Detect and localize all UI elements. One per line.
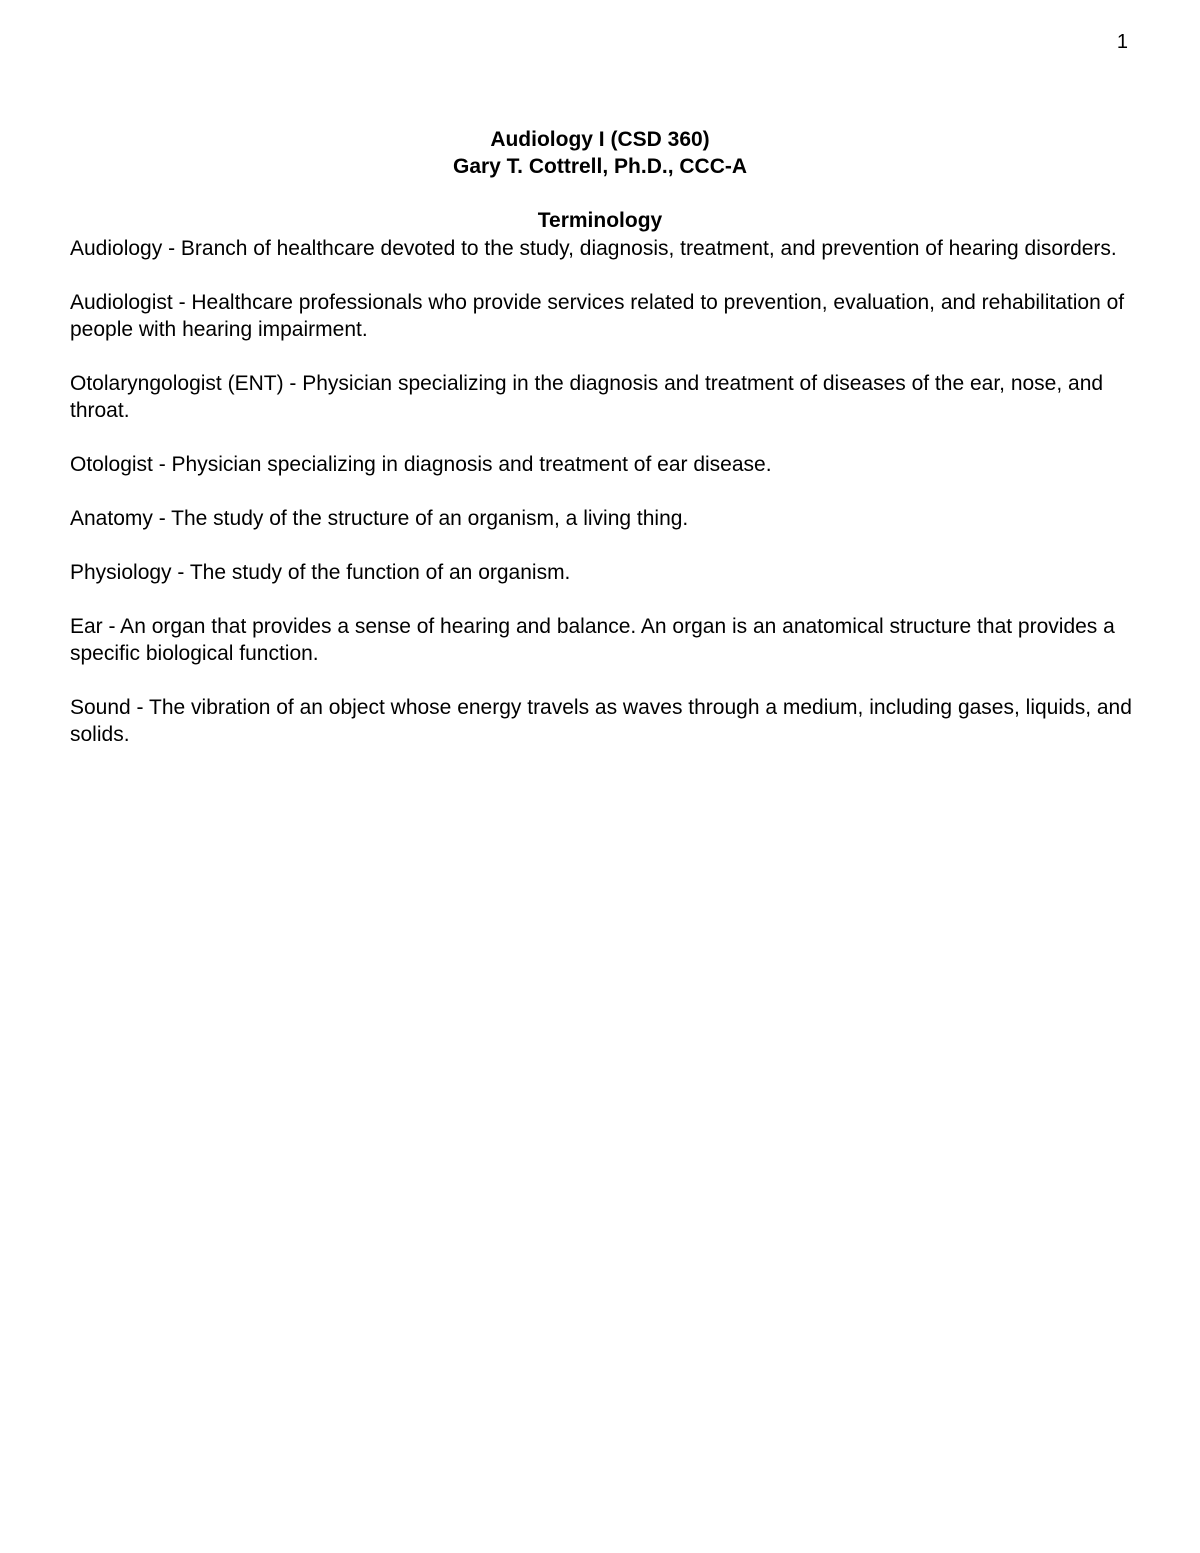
document-header (0, 126, 1200, 180)
term-sound: Sound - The vibration of an object whose energy travels as waves through a medium, including gases, liquids, and solids. (70, 696, 1132, 746)
term-ear: Ear - An organ that provides a sense of hearing and balance. An organ is an anatomical structure that provides a specific biological function. (70, 615, 1115, 665)
term-audiologist: Audiologist - Healthcare professionals who provide services related to prevention, evaluation, and rehabilitation of people with hearing impairment. (70, 291, 1125, 341)
term-audiology: Audiology - Branch of healthcare devoted to the study, diagnosis, treatment, and prevention of hearing disorders. (70, 237, 1117, 260)
course-title: Audiology I (CSD 360) (490, 128, 710, 151)
page-number: 1 (1116, 31, 1128, 53)
instructor-name: Gary T. Cottrell, Ph.D., CCC-A (452, 155, 748, 178)
term-otolaryngologist: Otolaryngologist (ENT) - Physician specializing in the diagnosis and treatment of diseases of the ear, nose, and throat. (70, 372, 1104, 422)
term-otologist: Otologist - Physician specializing in diagnosis and treatment of ear disease. (70, 453, 772, 476)
section-title: Terminology (537, 209, 663, 232)
terminology-list (70, 235, 1135, 775)
term-physiology: Physiology - The study of the function of an organism. (70, 561, 571, 584)
term-anatomy: Anatomy - The study of the structure of an organism, a living thing. (70, 507, 689, 530)
